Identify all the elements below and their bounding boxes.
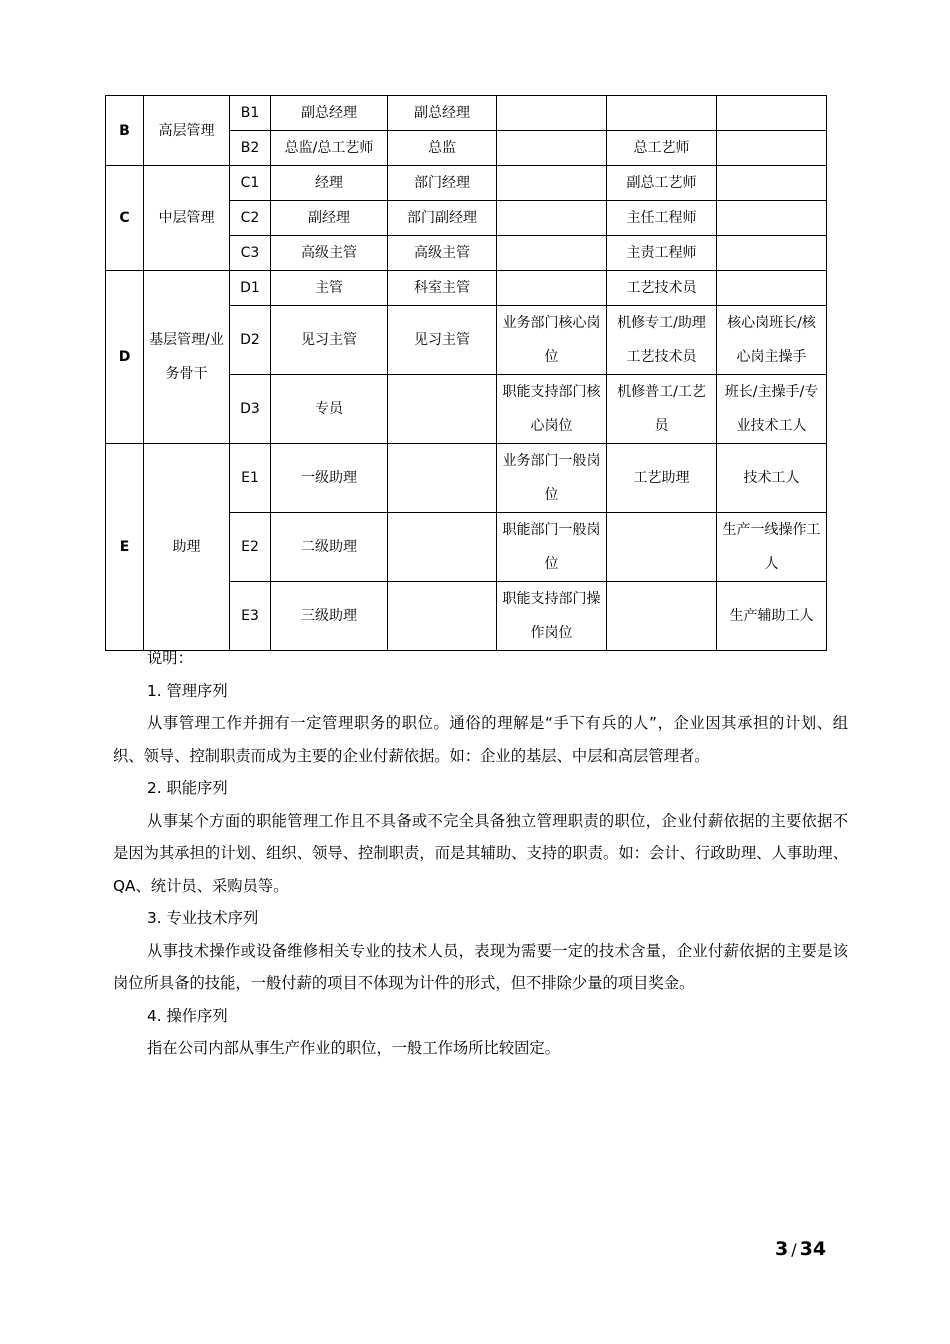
business-post-cell: 职能支持部门操作岗位 bbox=[497, 582, 607, 651]
section-body: 指在公司内部从事生产作业的职位，一般工作场所比较固定。 bbox=[147, 1039, 561, 1057]
management-title-cell: 副总经理 bbox=[271, 96, 388, 131]
technical-post-cell bbox=[607, 96, 717, 131]
level-code-cell: D2 bbox=[230, 306, 271, 375]
management-title-cell: 见习主管 bbox=[271, 306, 388, 375]
operation-post-cell bbox=[717, 271, 827, 306]
operation-post-cell: 生产辅助工人 bbox=[717, 582, 827, 651]
grade-letter-cell: E bbox=[106, 444, 144, 651]
management-title-cell: 高级主管 bbox=[271, 236, 388, 271]
section-body: 从事某个方面的职能管理工作且不具备或不完全具备独立管理职责的职位，企业付薪依据的主要依据不是因为其承担的计划、组织、领导、控制职责，而是其辅助、支持的职责。如：会计、行政助理、人事助理、QA、统计员、采购员等。 bbox=[113, 811, 848, 895]
technical-post-cell bbox=[607, 582, 717, 651]
function-title-cell bbox=[388, 444, 497, 513]
function-title-cell: 科室主管 bbox=[388, 271, 497, 306]
position-grade-table bbox=[105, 95, 827, 651]
business-post-cell: 职能部门一般岗位 bbox=[497, 513, 607, 582]
management-title-cell: 总监/总工艺师 bbox=[271, 131, 388, 166]
function-title-cell bbox=[388, 513, 497, 582]
function-title-cell: 部门副经理 bbox=[388, 201, 497, 236]
management-title-cell: 专员 bbox=[271, 375, 388, 444]
grade-letter-cell: D bbox=[106, 271, 144, 444]
section-title: 3. 专业技术序列 bbox=[147, 909, 259, 927]
management-title-cell: 二级助理 bbox=[271, 513, 388, 582]
operation-post-cell bbox=[717, 236, 827, 271]
technical-post-cell: 工艺助理 bbox=[607, 444, 717, 513]
business-post-cell: 业务部门一般岗位 bbox=[497, 444, 607, 513]
function-title-cell: 总监 bbox=[388, 131, 497, 166]
table-row bbox=[106, 166, 827, 201]
grade-table-body bbox=[106, 96, 827, 651]
management-title-cell: 副经理 bbox=[271, 201, 388, 236]
section-title: 2. 职能序列 bbox=[147, 779, 228, 797]
business-post-cell bbox=[497, 96, 607, 131]
technical-post-cell: 工艺技术员 bbox=[607, 271, 717, 306]
level-code-cell: E2 bbox=[230, 513, 271, 582]
grade-letter-cell: B bbox=[106, 96, 144, 166]
operation-post-cell: 核心岗班长/核心岗主操手 bbox=[717, 306, 827, 375]
grade-name-cell: 基层管理/业务骨干 bbox=[144, 271, 230, 444]
level-code-cell: B1 bbox=[230, 96, 271, 131]
level-code-cell: D1 bbox=[230, 271, 271, 306]
operation-post-cell: 技术工人 bbox=[717, 444, 827, 513]
management-title-cell: 主管 bbox=[271, 271, 388, 306]
operation-post-cell bbox=[717, 166, 827, 201]
management-title-cell: 一级助理 bbox=[271, 444, 388, 513]
page-current: 3 bbox=[775, 1238, 789, 1260]
notes-section bbox=[113, 642, 848, 1065]
function-title-cell bbox=[388, 375, 497, 444]
management-title-cell: 三级助理 bbox=[271, 582, 388, 651]
function-title-cell: 见习主管 bbox=[388, 306, 497, 375]
table-row bbox=[106, 96, 827, 131]
level-code-cell: B2 bbox=[230, 131, 271, 166]
technical-post-cell: 机修普工/工艺员 bbox=[607, 375, 717, 444]
technical-post-cell: 机修专工/助理工艺技术员 bbox=[607, 306, 717, 375]
function-title-cell: 副总经理 bbox=[388, 96, 497, 131]
page-separator: / bbox=[791, 1240, 797, 1259]
section-body: 从事技术操作或设备维修相关专业的技术人员，表现为需要一定的技术含量，企业付薪依据的主要是该岗位所具备的技能，一般付薪的项目不体现为计件的形式，但不排除少量的项目奖金。 bbox=[113, 941, 848, 992]
technical-post-cell: 主责工程师 bbox=[607, 236, 717, 271]
business-post-cell bbox=[497, 201, 607, 236]
function-title-cell: 高级主管 bbox=[388, 236, 497, 271]
grade-letter-cell: C bbox=[106, 166, 144, 271]
technical-post-cell: 总工艺师 bbox=[607, 131, 717, 166]
page-total: 34 bbox=[799, 1238, 827, 1260]
section-title: 4. 操作序列 bbox=[147, 1006, 228, 1025]
function-title-cell bbox=[388, 582, 497, 651]
level-code-cell: E3 bbox=[230, 582, 271, 651]
business-post-cell bbox=[497, 271, 607, 306]
grade-name-cell: 中层管理 bbox=[144, 166, 230, 271]
table-row bbox=[106, 271, 827, 306]
technical-post-cell: 主任工程师 bbox=[607, 201, 717, 236]
level-code-cell: E1 bbox=[230, 444, 271, 513]
section-body: 从事管理工作并拥有一定管理职务的职位。通俗的理解是“手下有兵的人”，企业因其承担的计划、组织、领导、控制职责而成为主要的企业付薪依据。如：企业的基层、中层和高层管理者。 bbox=[113, 714, 848, 765]
level-code-cell: D3 bbox=[230, 375, 271, 444]
operation-post-cell bbox=[717, 201, 827, 236]
section-title: 1. 管理序列 bbox=[147, 681, 228, 700]
level-code-cell: C2 bbox=[230, 201, 271, 236]
operation-post-cell bbox=[717, 131, 827, 166]
table-row bbox=[106, 444, 827, 513]
management-title-cell: 经理 bbox=[271, 166, 388, 201]
business-post-cell: 职能支持部门核心岗位 bbox=[497, 375, 607, 444]
page-number bbox=[775, 1238, 826, 1260]
grade-name-cell: 助理 bbox=[144, 444, 230, 651]
level-code-cell: C1 bbox=[230, 166, 271, 201]
technical-post-cell: 副总工艺师 bbox=[607, 166, 717, 201]
business-post-cell bbox=[497, 236, 607, 271]
technical-post-cell bbox=[607, 513, 717, 582]
operation-post-cell: 班长/主操手/专业技术工人 bbox=[717, 375, 827, 444]
operation-post-cell: 生产一线操作工人 bbox=[717, 513, 827, 582]
business-post-cell bbox=[497, 166, 607, 201]
operation-post-cell bbox=[717, 96, 827, 131]
business-post-cell: 业务部门核心岗位 bbox=[497, 306, 607, 375]
level-code-cell: C3 bbox=[230, 236, 271, 271]
grade-name-cell: 高层管理 bbox=[144, 96, 230, 166]
function-title-cell: 部门经理 bbox=[388, 166, 497, 201]
business-post-cell bbox=[497, 131, 607, 166]
notes-heading: 说明： bbox=[147, 649, 193, 667]
